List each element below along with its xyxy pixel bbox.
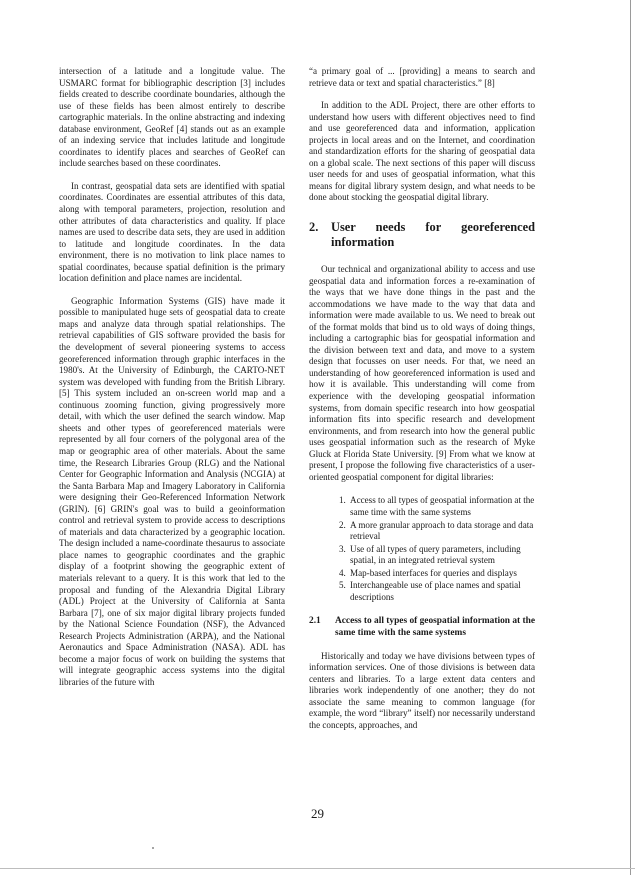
list-item-text: A more granular approach to data storage and data retrieval <box>350 519 534 542</box>
list-item <box>339 568 535 580</box>
scan-edge-bottom <box>0 868 635 869</box>
paragraph-quote-continuation: “a primary goal of ... [providing] a means to search and retrieve data or text and spatial characteristics.” [8] <box>309 66 535 88</box>
list-item <box>339 495 535 518</box>
paragraph-other-efforts: In addition to the ADL Project, there are other efforts to understand how users with different objectives need to find and use georeferenced data and information, application projects in local areas and on the Internet, and coordination and standardization efforts for the sharing of geospatial data on a global scale. The next sections of this paper will discuss user needs for and uses of geospatial information, what this means for digital library system design, and what needs to be done about stocking the geospatial digital library. <box>309 100 535 203</box>
list-item <box>339 544 535 567</box>
section-title: User needs for georeferenced information <box>331 220 535 250</box>
section-heading <box>309 220 535 250</box>
right-column <box>309 66 535 731</box>
list-item-text: Map-based interfaces for queries and displays <box>350 567 517 578</box>
list-item-number: 5. <box>339 580 346 591</box>
page-number: 29 <box>311 806 324 821</box>
list-item <box>339 580 535 603</box>
list-item-number: 1. <box>339 495 346 506</box>
paragraph-gis-history: Geographic Information Systems (GIS) have made it possible to manipulated huge sets of geospatial data to create maps and analyze data through spatial relationships. The retrieval capabilities of GIS software provided the basis for the development of several pioneering systems to access georeferenced information through graphic interfaces in the 1980's. At the University of Edinburgh, the CARTO-NET system was developed with funding from the British Library. [5] This system included an on-screen world map and a continuous zooming function, giving progressively more detail, with which the user defined the search window. Map sheets and other types of georeferenced materials were represented by all four corners of the polygonal area of the map or geographic area of other materials. About the same time, the Research Libraries Group (RLG) and the National Center for Geographic Information and Analysis (NCGIA) at the Santa Barbara Map and Imagery Laboratory in California were designing their Geo-Referenced Information Network (GRIN). [6] GRIN's goal was to build a geoinformation control and retrieval system to provide access to descriptions of materials and data characterized by a geographic location. The design included a name-coordinate thesaurus to associate place names to geographic coordinates and the graphic display of a footprint showing the geographic extent of materials relevant to a query. It is this work that led to the proposal and funding of the Alexandria Digital Library (ADL) Project at the University of California at Santa Barbara [7], one of six major digital library projects funded by the National Science Foundation (NSF), the Advanced Research Projects Administration (ARPA), and the National Aeronautics and Space Administration (NASA). ADL has become a major focus of work on building the systems that will integrate geographic access systems into the digital libraries of the future with <box>59 295 285 687</box>
subsection-number: 2.1 <box>309 616 321 627</box>
list-item-number: 3. <box>339 543 346 554</box>
scan-edge-right <box>630 0 631 875</box>
list-item-text: Interchangeable use of place names and spatial descriptions <box>350 580 521 602</box>
paragraph-user-needs: Our technical and organizational ability to access and use geospatial data and information forces a re-examination of the ways that we have done things in the past and the accommodations we have made to the way that data and information were made available to us. We need to break out of the format molds that bind us to old ways of doing things, including a cartographic bias for geospatial information and the division between text and data, and move to a system design that focusses on user needs. For that, we need an understanding of how georeferenced information is used and how it is available. This understanding will come from experience with the developing geospatial information systems, from domain specific research into how geospatial information fits into specific research and development environments, and from research into how the general public uses geospatial information such as the research of Myke Gluck at Florida State University. [9] From what we know at present, I propose the following five characteristics of a user-oriented geospatial component for digital libraries: <box>309 264 535 482</box>
section-number: 2. <box>309 220 319 235</box>
paragraph-divisions: Historically and today we have divisions between types of information services. One of those divisions is between data centers and libraries. To a large extent data centers and libraries work independently of one another; they do not associate the same meaning to common language (for example, the word “library” itself) nor necessarily understand the concepts, approaches, and <box>309 650 535 730</box>
list-item-text: Access to all types of geospatial information at the same time with the same systems <box>350 495 535 517</box>
paragraph-geospatial-datasets: In contrast, geospatial data sets are identified with spatial coordinates. Coordinates are essential attributes of this data, along with temporal parameters, projection, resolution and other attributes of data characteristics and quality. If place names are used to describe data sets, they are used in addition to latitude and longitude coordinates. In the data environment, there is no motivation to link place names to spatial coordinates, because spatial definition is the primary location definition and place names are incidental. <box>59 180 285 284</box>
requirements-list <box>309 495 535 603</box>
list-item-number: 4. <box>339 567 346 578</box>
list-item-text: Use of all types of query parameters, including spatial, in an integrated retrieval system <box>350 543 521 566</box>
list-item <box>339 520 535 543</box>
scan-speck <box>152 847 154 849</box>
list-item-number: 2. <box>339 519 346 530</box>
left-column <box>59 66 285 688</box>
paragraph-coordinates-intro: intersection of a latitude and a longitude value. The USMARC format for bibliographic description [3] includes fields created to describe coordinate boundaries, although the use of these fields has been almost entirely to describe cartographic materials. In the online abstracting and indexing database environment, GeoRef [4] stands out as an example of an indexing service that includes latitude and longitude coordinates to identify places and searches of GeoRef can include searches based on these coordinates. <box>59 66 285 169</box>
subsection-heading <box>309 616 535 639</box>
subsection-title: Access to all types of geospatial information at the same time with the same systems <box>335 616 535 638</box>
